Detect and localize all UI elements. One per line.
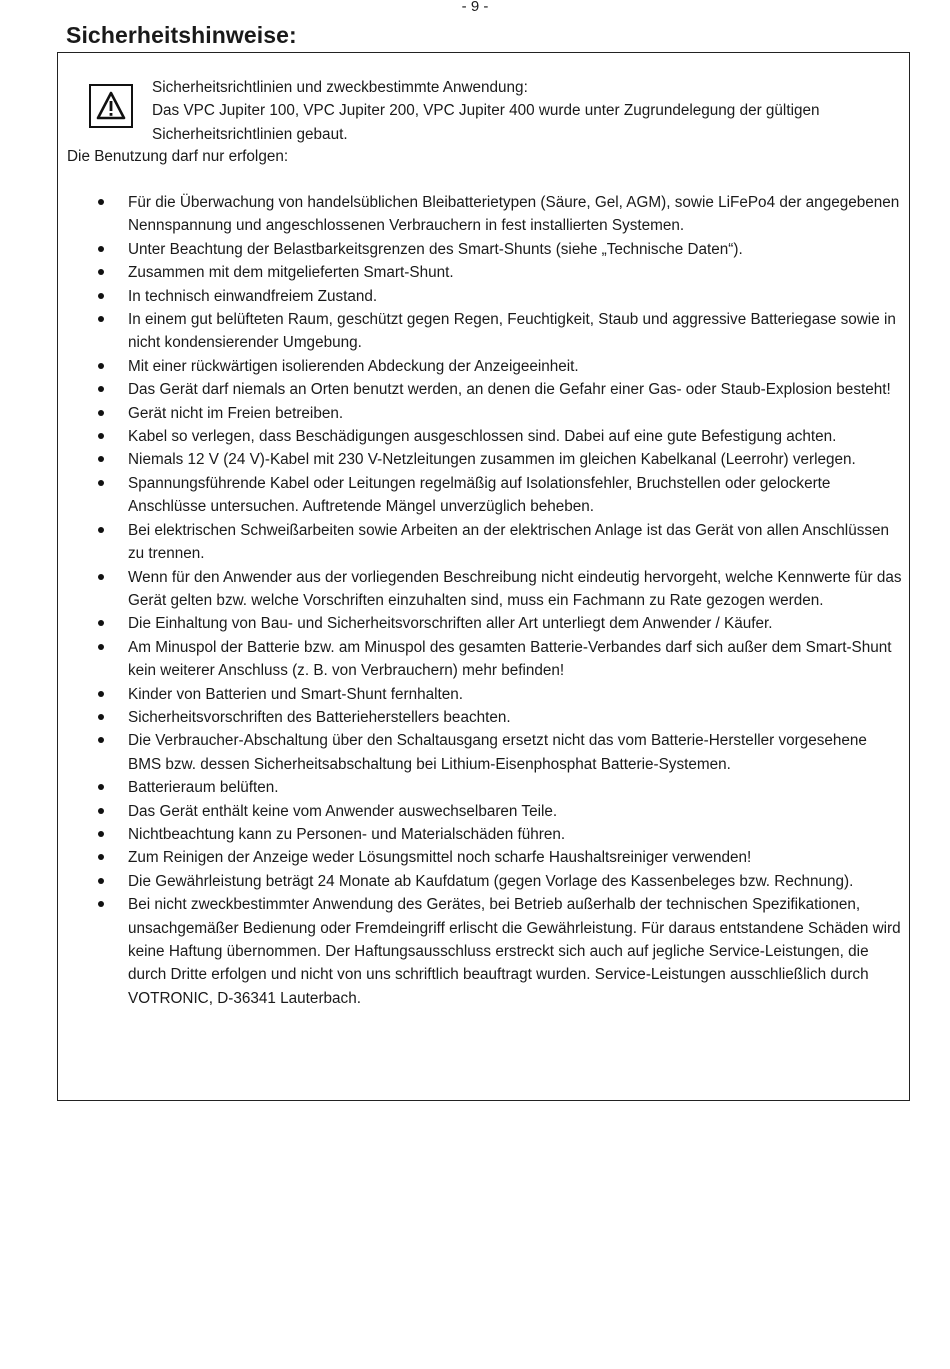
list-item: Sicherheitsvorschriften des Batterieherstellers beachten. [94, 706, 904, 729]
list-item: Wenn für den Anwender aus der vorliegenden Beschreibung nicht eindeutig hervorgeht, welche Kennwerte für das Gerät gelten bzw. welche Vorschriften einzuhalten sind, muss ein Fachmann zu Rate gezogen werden. [94, 566, 904, 613]
list-item: Spannungsführende Kabel oder Leitungen regelmäßig auf Isolationsfehler, Bruchstellen oder gelockerte Anschlüsse untersuchen. Auftretende Mängel unverzüglich beheben. [94, 472, 904, 519]
intro-line: Sicherheitsrichtlinien gebaut. [152, 125, 348, 143]
list-item: Das Gerät enthält keine vom Anwender auswechselbaren Teile. [94, 800, 904, 823]
safety-notice-box [57, 52, 910, 1101]
safety-bullet-list [94, 191, 904, 1010]
usage-note: Die Benutzung darf nur erfolgen: [67, 148, 289, 165]
list-item: Nichtbeachtung kann zu Personen- und Materialschäden führen. [94, 823, 904, 846]
list-item: Zusammen mit dem mitgelieferten Smart-Shunt. [94, 261, 904, 284]
page-number: - 9 - [461, 0, 489, 15]
list-item: Die Verbraucher-Abschaltung über den Schaltausgang ersetzt nicht das vom Batterie-Hersteller vorgesehene BMS bzw. dessen Sicherheitsabschaltung bei Lithium-Eisenphosphat Batterie-Systemen. [94, 729, 904, 776]
list-item: Kinder von Batterien und Smart-Shunt fernhalten. [94, 683, 904, 706]
list-item: Bei nicht zweckbestimmter Anwendung des Gerätes, bei Betrieb außerhalb der technischen Spezifikationen, unsachgemäßer Bedienung oder Fremdeingriff erlischt die Gewährleistung. Für daraus entstandene Schäden wird keine Haftung übernommen. Der Haftungsausschluss erstreckt sich auch auf jegliche Service-Leistungen, die durch Dritte erfolgen und nicht von uns schriftlich beauftragt wurden. Service-Leistungen ausschließlich durch VOTRONIC, D-36341 Lauterbach. [94, 893, 904, 1010]
safety-intro [152, 76, 902, 146]
list-item: Die Einhaltung von Bau- und Sicherheitsvorschriften aller Art unterliegt dem Anwender / Käufer. [94, 612, 904, 635]
list-item: Das Gerät darf niemals an Orten benutzt werden, an denen die Gefahr einer Gas- oder Staub-Explosion besteht! [94, 378, 904, 401]
list-item: Kabel so verlegen, dass Beschädigungen ausgeschlossen sind. Dabei auf eine gute Befestigung achten. [94, 425, 904, 448]
list-item: Für die Überwachung von handelsüblichen Bleibatterietypen (Säure, Gel, AGM), sowie LiFePo4 der angegebenen Nennspannung und angeschlossenen Verbrauchern in fest installierten Systemen. [94, 191, 904, 238]
intro-line: Das VPC Jupiter 100, VPC Jupiter 200, VPC Jupiter 400 wurde unter Zugrundelegung der gültigen [152, 102, 820, 120]
list-item: Mit einer rückwärtigen isolierenden Abdeckung der Anzeigeeinheit. [94, 355, 904, 378]
intro-line: Sicherheitsrichtlinien und zweckbestimmte Anwendung: [152, 79, 528, 96]
list-item: Batterieraum belüften. [94, 776, 904, 799]
warning-triangle-icon [89, 84, 133, 128]
list-item: In einem gut belüfteten Raum, geschützt gegen Regen, Feuchtigkeit, Staub und aggressive Batteriegase sowie in nicht kondensierender Umgebung. [94, 308, 904, 355]
list-item: Zum Reinigen der Anzeige weder Lösungsmittel noch scharfe Haushaltsreiniger verwenden! [94, 846, 904, 869]
list-item: Am Minuspol der Batterie bzw. am Minuspol des gesamten Batterie-Verbandes darf sich außer dem Smart-Shunt kein weiterer Anschluss (z. B. von Verbrauchern) mehr befinden! [94, 636, 904, 683]
list-item: Gerät nicht im Freien betreiben. [94, 402, 904, 425]
list-item: Unter Beachtung der Belastbarkeitsgrenzen des Smart-Shunts (siehe „Technische Daten“). [94, 238, 904, 261]
list-item: In technisch einwandfreiem Zustand. [94, 285, 904, 308]
list-item: Niemals 12 V (24 V)-Kabel mit 230 V-Netzleitungen zusammen im gleichen Kabelkanal (Leerrohr) verlegen. [94, 448, 904, 471]
section-title: Sicherheitshinweise: [66, 22, 297, 48]
list-item: Bei elektrischen Schweißarbeiten sowie Arbeiten an der elektrischen Anlage ist das Gerät von allen Anschlüssen zu trennen. [94, 519, 904, 566]
list-item: Die Gewährleistung beträgt 24 Monate ab Kaufdatum (gegen Vorlage des Kassenbeleges bzw. Rechnung). [94, 870, 904, 893]
